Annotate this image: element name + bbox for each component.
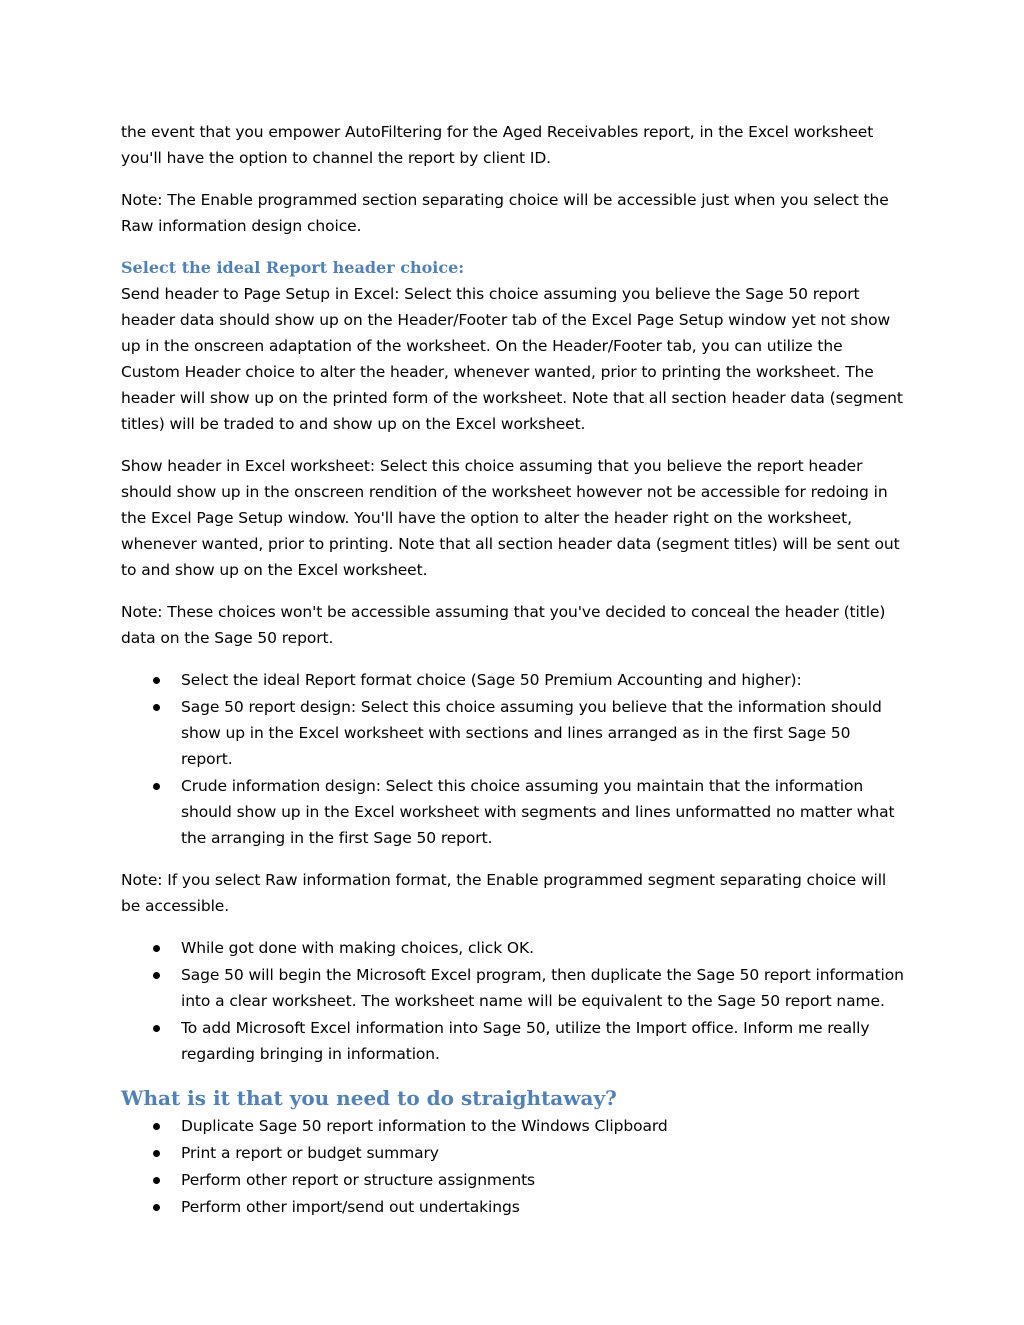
bullet-icon [153, 945, 160, 952]
heading-report-header-choice: Select the ideal Report header choice: [121, 258, 465, 277]
list-format-options [121, 667, 906, 851]
paragraph-note-raw-info: Note: The Enable programmed section separating choice will be accessible just when you select the Raw information design choice. [121, 191, 889, 235]
list-item [121, 1194, 906, 1220]
list-item-text: Duplicate Sage 50 report information to the Windows Clipboard [181, 1117, 668, 1135]
list-item [121, 1015, 906, 1067]
list-item [121, 773, 906, 851]
bullet-icon [153, 704, 160, 711]
heading-next-steps: What is it that you need to do straightaway? [121, 1086, 617, 1110]
list-item [121, 1113, 906, 1139]
bullet-icon [153, 1025, 160, 1032]
list-item [121, 1167, 906, 1193]
bullet-icon [153, 972, 160, 979]
paragraph-send-header: Send header to Page Setup in Excel: Select this choice assuming you believe the Sage 50 report header data should show up on the Header/Footer tab of the Excel Page Setup window yet not show up in the onscreen adaptation of the worksheet. On the Header/Footer tab, you can utilize the Custom Header choice to alter the header, whenever wanted, prior to printing the worksheet. The header will show up on the printed form of the worksheet. Note that all section header data (segment titles) will be traded to and show up on the Excel worksheet. [121, 285, 903, 433]
list-item-text: Crude information design: Select this choice assuming you maintain that the information should show up in the Excel worksheet with segments and lines unformatted no matter what the arranging in the first Sage 50 report. [181, 777, 895, 847]
list-item-text: Sage 50 report design: Select this choice assuming you believe that the information should show up in the Excel worksheet with sections and lines arranged as in the first Sage 50 report. [181, 698, 882, 768]
paragraph-autofilter: the event that you empower AutoFiltering for the Aged Receivables report, in the Excel worksheet you'll have the option to channel the report by client ID. [121, 123, 874, 167]
list-item-text: To add Microsoft Excel information into Sage 50, utilize the Import office. Inform me really regarding bringing in information. [181, 1019, 870, 1063]
bullet-icon [153, 1123, 160, 1130]
list-item [121, 667, 906, 693]
list-item [121, 1140, 906, 1166]
list-item-text: Perform other report or structure assignments [181, 1171, 536, 1189]
list-item-text: Print a report or budget summary [181, 1144, 439, 1162]
paragraph-note-raw-format: Note: If you select Raw information format, the Enable programmed segment separating choice will be accessible. [121, 871, 887, 915]
bullet-icon [153, 1150, 160, 1157]
list-item-text: Perform other import/send out undertakings [181, 1198, 520, 1216]
bullet-icon [153, 677, 160, 684]
bullet-icon [153, 1177, 160, 1184]
bullet-icon [153, 1204, 160, 1211]
list-item [121, 935, 906, 961]
list-next-actions [121, 1113, 906, 1220]
list-finish-steps [121, 935, 906, 1067]
list-item [121, 962, 906, 1014]
paragraph-note-conceal-header: Note: These choices won't be accessible assuming that you've decided to conceal the header (title) data on the Sage 50 report. [121, 603, 886, 647]
list-item [121, 694, 906, 772]
paragraph-show-header: Show header in Excel worksheet: Select this choice assuming that you believe the report header should show up in the onscreen rendition of the worksheet however not be accessible for redoing in the Excel Page Setup window. You'll have the option to alter the header right on the worksheet, whenever wanted, prior to printing. Note that all section header data (segment titles) will be sent out to and show up on the Excel worksheet. [121, 457, 900, 579]
list-item-text: While got done with making choices, click OK. [181, 939, 534, 957]
bullet-icon [153, 783, 160, 790]
list-item-text: Select the ideal Report format choice (Sage 50 Premium Accounting and higher): [181, 671, 802, 689]
list-item-text: Sage 50 will begin the Microsoft Excel program, then duplicate the Sage 50 report information into a clear worksheet. The worksheet name will be equivalent to the Sage 50 report name. [181, 966, 904, 1010]
